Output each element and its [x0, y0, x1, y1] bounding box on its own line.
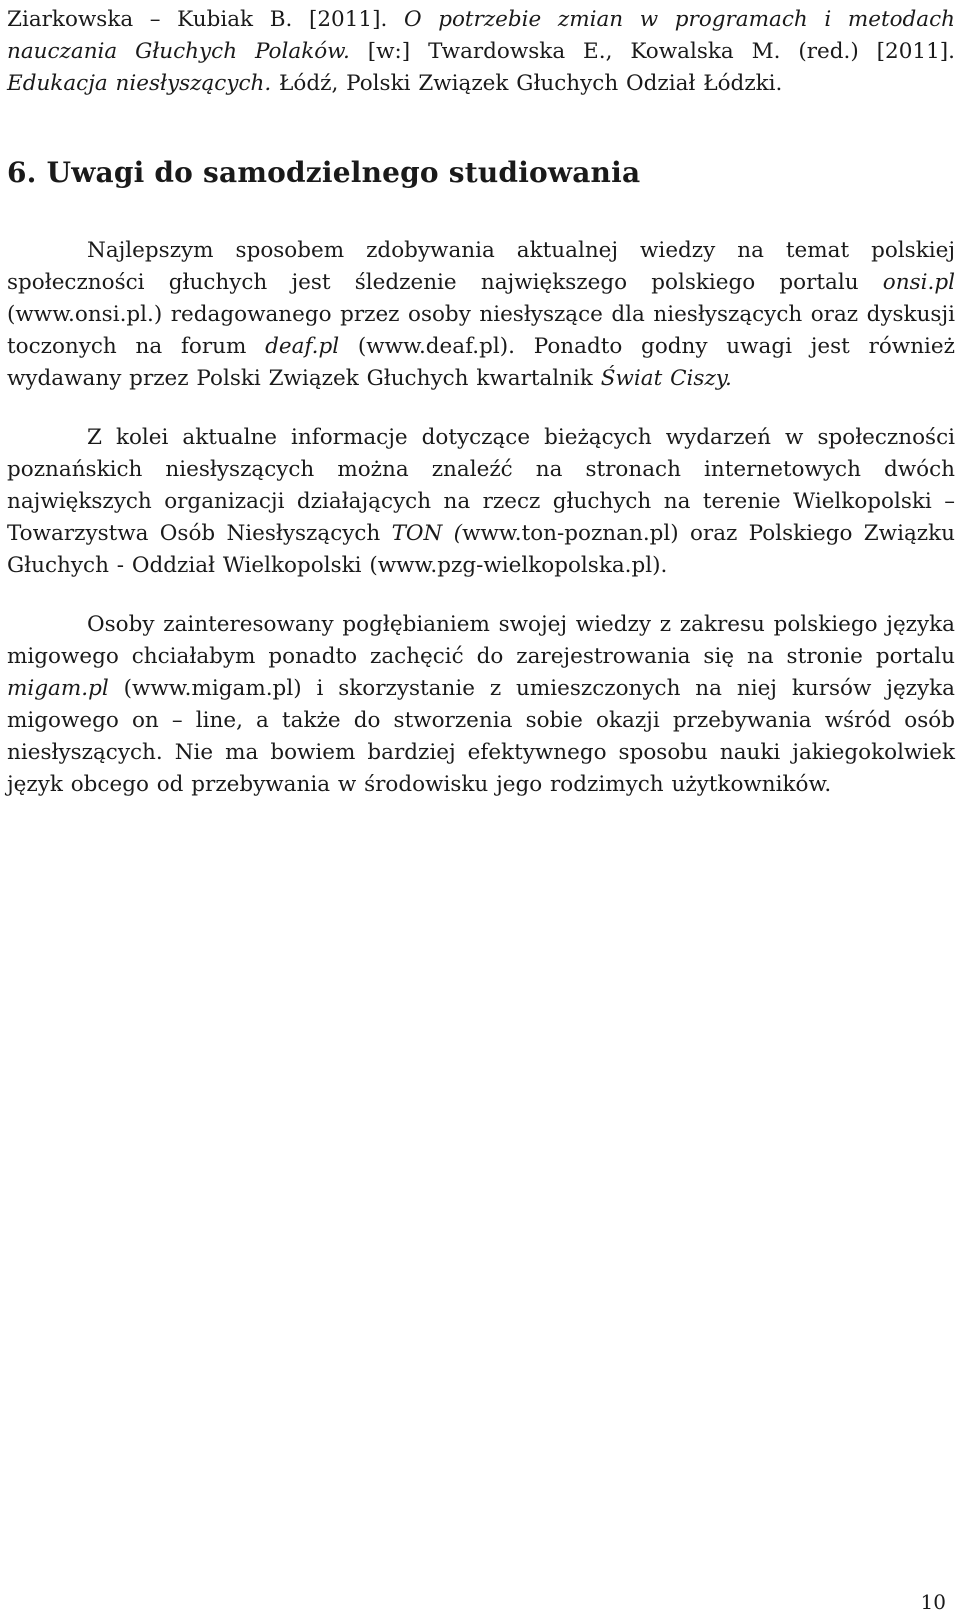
paragraph-1-text-3: (www.deaf.pl). Ponadto godny uwagi jest również wydawany przez Polski Związek Głuchych kwartalnik [7, 334, 955, 391]
reference-title: O potrzebie zmian w programach i metodach nauczania Głuchych Polaków. [7, 7, 956, 64]
bibliography-reference [7, 4, 955, 100]
paragraph-1-text-1: Najlepszym sposobem zdobywania aktualnej wiedzy na temat polskiej społeczności głuchych jest śledzenie największego polskiego portalu [7, 238, 955, 295]
paragraph-2-text-1: Z kolei aktualne informacje dotyczące bieżących wydarzeń w społeczności poznańskich niesłyszących można znaleźć na stronach internetowych dwóch największych organizacji działających na rzecz głuchych na terenie Wielkopolski – Towarzystwa Osób Niesłyszących [7, 425, 955, 546]
document-page [7, 0, 955, 1620]
paragraph-3-text-2: (www.migam.pl) i skorzystanie z umieszczonych na niej kursów języka migowego on – line, a także do stworzenia sobie okazji przebywania wśród osób niesłyszących. Nie ma bowiem bardziej efektywnego sposobu nauki jakiegokolwiek język obcego od przebywania w środowisku jego rodzimych użytkowników. [7, 676, 955, 797]
ton-name: TON ( [391, 521, 463, 546]
paragraph-2 [7, 422, 955, 582]
paragraph-3-text-1: Osoby zainteresowany pogłębianiem swojej wiedzy z zakresu polskiego języka migowego chciałabym ponadto zachęcić do zarejestrowania się na stronie portalu [7, 612, 955, 669]
page-number: 10 [920, 1590, 946, 1614]
reference-authors: Ziarkowska – Kubiak B. [2011]. [7, 7, 388, 32]
deaf-forum-name: deaf.pl [265, 334, 340, 359]
reference-publisher: Łódź, Polski Związek Głuchych Odział Łódzki. [279, 71, 783, 96]
paragraph-3 [7, 609, 955, 801]
paragraph-2-text-2: www.ton-poznan.pl) oraz Polskiego Związku Głuchych - Oddział Wielkopolski (www.pzg-wielkopolska.pl). [7, 521, 955, 578]
migam-portal-name: migam.pl [7, 676, 109, 701]
reference-book: Edukacja niesłyszących. [7, 71, 272, 96]
paragraph-1-text-2: (www.onsi.pl.) redagowanego przez osoby niesłyszące dla niesłyszących oraz dyskusji toczonych na forum [7, 302, 955, 359]
section-heading: 6. Uwagi do samodzielnego studiowania [7, 156, 641, 189]
swiat-ciszy-title: Świat Ciszy. [600, 366, 732, 391]
reference-in: [w:] Twardowska E., Kowalska M. (red.) [2011]. [367, 39, 955, 64]
onsi-portal-name: onsi.pl [882, 270, 955, 295]
paragraph-1 [7, 235, 955, 395]
